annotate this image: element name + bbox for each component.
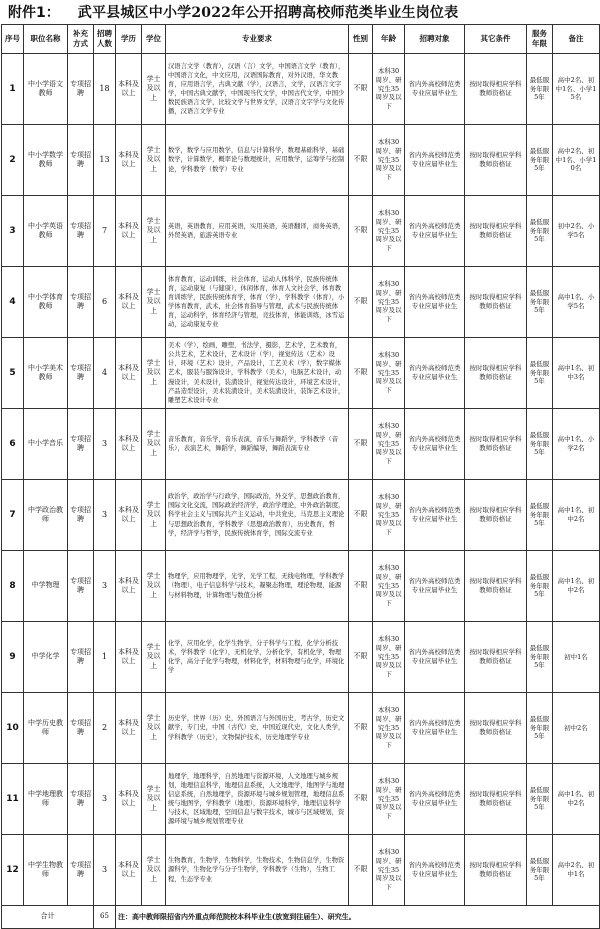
header-note: 备注 xyxy=(553,25,600,54)
age-limit: 本科30周岁、研究生35周岁及以下 xyxy=(373,267,405,338)
service-years: 最低服务年限5年 xyxy=(527,196,553,267)
recruit-target: 省内外高校师范类专业应届毕业生 xyxy=(405,196,465,267)
position-name: 中小学语文教师 xyxy=(24,54,68,125)
header-count: 招聘人数 xyxy=(94,25,116,54)
remark: 高中1名、小学2名 xyxy=(553,409,600,480)
service-years: 最低服务年限5年 xyxy=(527,693,553,764)
recruit-target: 省内外高校师范类专业应届毕业生 xyxy=(405,622,465,693)
table-row xyxy=(2,125,600,196)
position-name: 中小学数学教师 xyxy=(24,125,68,196)
gender: 不限 xyxy=(349,551,373,622)
recruit-target: 省内外高校师范类专业应届毕业生 xyxy=(405,409,465,480)
gender: 不限 xyxy=(349,480,373,551)
position-name: 中学历史教师 xyxy=(24,693,68,764)
recruit-count: 7 xyxy=(94,196,116,267)
other-conditions: 按时取得相应学科教师资格证 xyxy=(465,267,527,338)
recruit-count: 4 xyxy=(94,338,116,409)
degree: 学士及以上 xyxy=(142,125,166,196)
major-requirement: 数学，数学与应用数学，信息与计算科学，数理基础科学，基础数学，计算数学，概率论与数理统计，应用数学，运筹学与控制论，学科教学（数学）专业 xyxy=(166,125,349,196)
gender: 不限 xyxy=(349,764,373,835)
remark: 高中2名、初中1名 xyxy=(553,835,600,906)
gender: 不限 xyxy=(349,338,373,409)
row-no: 5 xyxy=(2,338,24,409)
document-title xyxy=(0,0,600,24)
position-name: 中小学英语教师 xyxy=(24,196,68,267)
degree: 学士及以上 xyxy=(142,835,166,906)
education: 本科及以上 xyxy=(116,835,142,906)
recruit-target: 省内外高校师范类专业应届毕业生 xyxy=(405,551,465,622)
service-years: 最低服务年限5年 xyxy=(527,835,553,906)
degree: 学士及以上 xyxy=(142,338,166,409)
recruit-target: 省内外高校师范类专业应届毕业生 xyxy=(405,480,465,551)
recruit-target: 省内外高校师范类专业应届毕业生 xyxy=(405,54,465,125)
service-years: 最低服务年限5年 xyxy=(527,551,553,622)
table-row xyxy=(2,693,600,764)
header-age: 年龄 xyxy=(373,25,405,54)
row-no: 1 xyxy=(2,54,24,125)
recruit-method: 专项招聘 xyxy=(68,835,94,906)
major-requirement: 美术（学），绘画，雕塑，书法学，摄影，艺术学，艺术教育，公共艺术，艺术设计，艺术设计（学），视觉传达（艺术）设计，环境（艺术）设计，产品设计，工艺美术（学），数字媒体艺术，服装与服饰设计，学科教学（美术），电脑艺术设计，动漫设计，美术设计，装潢设计，视觉传达设计，环境艺术设计，产品造型设计，美术装潢设计，美术装潢设计，装饰艺术设计，雕塑艺术设计专业 xyxy=(166,338,349,409)
position-name: 中小学美术教师 xyxy=(24,338,68,409)
service-years: 最低服务年限5年 xyxy=(527,764,553,835)
recruit-method: 专项招聘 xyxy=(68,267,94,338)
attachment-label: 附件1： xyxy=(8,5,60,21)
major-requirement: 地理学，地理科学，自然地理与资源环境，人文地理与城乡规划，地理信息科学，地理信息系统，人文地理学，地图学与地理信息系统，自然地理学，资源环境与城乡规划管理，地理信息系统与地图学，学科教学（地理），资源环境科学，地理信息科学与技术，区域地理，空间信息与数字技术，城市与区域规划，资源环境与城乡规划管理专业 xyxy=(166,764,349,835)
degree: 学士及以上 xyxy=(142,693,166,764)
recruit-method: 专项招聘 xyxy=(68,409,94,480)
age-limit: 本科30周岁、研究生35周岁及以下 xyxy=(373,54,405,125)
other-conditions: 按时取得相应学科教师资格证 xyxy=(465,480,527,551)
recruit-target: 省内外高校师范类专业应届毕业生 xyxy=(405,835,465,906)
table-row xyxy=(2,196,600,267)
page-title: 武平县城区中小学2022年公开招聘高校师范类毕业生岗位表 xyxy=(77,5,459,21)
remark: 高中2名、初中1名、小学10名 xyxy=(553,125,600,196)
recruit-count: 3 xyxy=(94,835,116,906)
gender: 不限 xyxy=(349,693,373,764)
position-name: 中学地理教师 xyxy=(24,764,68,835)
gender: 不限 xyxy=(349,54,373,125)
recruit-count: 3 xyxy=(94,764,116,835)
degree: 学士及以上 xyxy=(142,409,166,480)
recruit-method: 专项招聘 xyxy=(68,551,94,622)
degree: 学士及以上 xyxy=(142,764,166,835)
recruit-target: 省内外高校师范类专业应届毕业生 xyxy=(405,267,465,338)
position-name: 中小学体育教师 xyxy=(24,267,68,338)
major-requirement: 政治学，政治学与行政学，国际政治，外交学，思想政治教育，国际文化交流，国际政治经济学，政治学理论，中外政治制度，科学社会主义与国际共产主义运动，中共党史，马克思主义理论与思想政治教育，学科教学（思想政治教育），历史教育，哲学，经济学与哲学，民族传统体育学，国际交流专业 xyxy=(166,480,349,551)
major-requirement: 体育教育，运动训练，社会体育，运动人体科学，民族传统体育，运动康复（与健康），休闲体育，体育人文社会学，体育教育训练学，民族传统体育学，体育（学），学科教学（体育），小学体育教育，武术，社会体育指导与管理，武术与民族传统体育，运动科学，体育经济与管理，竞技体育，体能训练，冰雪运动，运动康复专业 xyxy=(166,267,349,338)
recruit-count: 18 xyxy=(94,54,116,125)
other-conditions: 按时取得相应学科教师资格证 xyxy=(465,196,527,267)
header-target: 招聘对象 xyxy=(405,25,465,54)
position-name: 中学政治教师 xyxy=(24,480,68,551)
remark: 高中1名、初中3名 xyxy=(553,338,600,409)
major-requirement: 汉语言文学（教育），汉语（言）文学，中国语言文学（教育），中国语言文化，中文应用，汉语国际教育，对外汉语，华文教育，应用语言学，古典文献（学），汉语言，文学，汉语言文字学，中国古典文献学，中国现当代文学，中国古代文学，中国少数民族语言文学，比较文学与世界文学，汉语言文字学与文化传播，汉语言文学专业 xyxy=(166,54,349,125)
table-row xyxy=(2,480,600,551)
header-other: 其它条件 xyxy=(465,25,527,54)
age-limit: 本科30周岁、研究生35周岁及以下 xyxy=(373,480,405,551)
header-position: 职位名称 xyxy=(24,25,68,54)
table-row xyxy=(2,551,600,622)
age-limit: 本科30周岁、研究生35周岁及以下 xyxy=(373,409,405,480)
total-label: 合计 xyxy=(2,906,94,929)
gender: 不限 xyxy=(349,835,373,906)
education: 本科及以上 xyxy=(116,764,142,835)
gender: 不限 xyxy=(349,267,373,338)
recruit-method: 专项招聘 xyxy=(68,338,94,409)
position-name: 中学生物教师 xyxy=(24,835,68,906)
age-limit: 本科30周岁、研究生35周岁及以下 xyxy=(373,125,405,196)
header-no: 序号 xyxy=(2,25,24,54)
education: 本科及以上 xyxy=(116,125,142,196)
education: 本科及以上 xyxy=(116,267,142,338)
recruit-method: 专项招聘 xyxy=(68,622,94,693)
major-requirement: 音乐教育，音乐学，音乐表演，音乐与舞蹈学，学科教学（音乐），表演艺术，舞蹈学，舞蹈编导，舞蹈表演专业 xyxy=(166,409,349,480)
major-requirement: 生物教育，生物学，生物科学，生物技术，生物信息学，生物资源科学，生物化学与分子生物学，学科教学（生物），生物工程，生态学专业 xyxy=(166,835,349,906)
table-row xyxy=(2,835,600,906)
service-years: 最低服务年限5年 xyxy=(527,267,553,338)
recruit-method: 专项招聘 xyxy=(68,764,94,835)
recruit-count: 1 xyxy=(94,622,116,693)
degree: 学士及以上 xyxy=(142,551,166,622)
table-row xyxy=(2,54,600,125)
total-note: 注：高中教师限招省内外重点师范院校本科毕业生(放宽到往届生）、研究生。 xyxy=(116,906,600,929)
remark: 初中2名、小学5名 xyxy=(553,196,600,267)
header-major: 专业要求 xyxy=(166,25,349,54)
recruit-method: 专项招聘 xyxy=(68,693,94,764)
table-row xyxy=(2,409,600,480)
other-conditions: 按时取得相应学科教师资格证 xyxy=(465,622,527,693)
remark: 高中1名、初中2名 xyxy=(553,480,600,551)
row-no: 10 xyxy=(2,693,24,764)
education: 本科及以上 xyxy=(116,551,142,622)
age-limit: 本科30周岁、研究生35周岁及以下 xyxy=(373,693,405,764)
service-years: 最低服务年限5年 xyxy=(527,125,553,196)
table-row xyxy=(2,267,600,338)
age-limit: 本科30周岁、研究生35周岁及以下 xyxy=(373,338,405,409)
header-degree: 学位 xyxy=(142,25,166,54)
position-name: 中学化学 xyxy=(24,622,68,693)
remark: 高中1名、小学5名 xyxy=(553,267,600,338)
other-conditions: 按时取得相应学科教师资格证 xyxy=(465,551,527,622)
remark: 高中2名、初中1名、小学15名 xyxy=(553,54,600,125)
service-years: 最低服务年限5年 xyxy=(527,480,553,551)
education: 本科及以上 xyxy=(116,693,142,764)
total-row xyxy=(2,906,600,929)
degree: 学士及以上 xyxy=(142,622,166,693)
row-no: 2 xyxy=(2,125,24,196)
age-limit: 本科30周岁、研究生35周岁及以下 xyxy=(373,551,405,622)
education: 本科及以上 xyxy=(116,480,142,551)
table-row xyxy=(2,338,600,409)
education: 本科及以上 xyxy=(116,196,142,267)
header-gender: 性别 xyxy=(349,25,373,54)
other-conditions: 按时取得相应学科教师资格证 xyxy=(465,54,527,125)
service-years: 最低服务年限5年 xyxy=(527,54,553,125)
other-conditions: 按时取得相应学科教师资格证 xyxy=(465,764,527,835)
recruit-method: 专项招聘 xyxy=(68,196,94,267)
position-name: 中学物理 xyxy=(24,551,68,622)
degree: 学士及以上 xyxy=(142,480,166,551)
major-requirement: 历史学，世界（历）史，外国语言与外国历史，考古学，历史文献学，专门史，中国（古代）史，中国近现代史，文化人类学，学科教学（历史），文物保护技术，历史地理学专业 xyxy=(166,693,349,764)
gender: 不限 xyxy=(349,622,373,693)
positions-table xyxy=(1,24,600,929)
age-limit: 本科30周岁、研究生35周岁及以下 xyxy=(373,764,405,835)
remark: 初中1名 xyxy=(553,622,600,693)
degree: 学士及以上 xyxy=(142,196,166,267)
table-row xyxy=(2,764,600,835)
major-requirement: 英语，英语教育，应用英语，实用英语，英语翻译，商务英语，外贸英语，旅游英语专业 xyxy=(166,196,349,267)
degree: 学士及以上 xyxy=(142,267,166,338)
row-no: 7 xyxy=(2,480,24,551)
recruit-count: 13 xyxy=(94,125,116,196)
recruit-target: 省内外高校师范类专业应届毕业生 xyxy=(405,338,465,409)
service-years: 最低服务年限5年 xyxy=(527,409,553,480)
recruit-target: 省内外高校师范类专业应届毕业生 xyxy=(405,764,465,835)
recruit-method: 专项招聘 xyxy=(68,480,94,551)
recruit-method: 专项招聘 xyxy=(68,125,94,196)
recruit-count: 6 xyxy=(94,267,116,338)
education: 本科及以上 xyxy=(116,338,142,409)
row-no: 9 xyxy=(2,622,24,693)
row-no: 3 xyxy=(2,196,24,267)
remark: 高中1名、初中2名 xyxy=(553,764,600,835)
other-conditions: 按时取得相应学科教师资格证 xyxy=(465,125,527,196)
table-row xyxy=(2,622,600,693)
recruit-method: 专项招聘 xyxy=(68,54,94,125)
education: 本科及以上 xyxy=(116,622,142,693)
recruit-target: 省内外高校师范类专业应届毕业生 xyxy=(405,125,465,196)
service-years: 最低服务年限5年 xyxy=(527,338,553,409)
row-no: 12 xyxy=(2,835,24,906)
recruit-count: 3 xyxy=(94,409,116,480)
remark: 高中1名、初中2名 xyxy=(553,551,600,622)
recruit-count: 3 xyxy=(94,551,116,622)
education: 本科及以上 xyxy=(116,409,142,480)
age-limit: 本科30周岁、研究生35周岁及以下 xyxy=(373,835,405,906)
age-limit: 本科30周岁、研究生35周岁及以下 xyxy=(373,196,405,267)
gender: 不限 xyxy=(349,409,373,480)
recruit-count: 2 xyxy=(94,693,116,764)
row-no: 11 xyxy=(2,764,24,835)
degree: 学士及以上 xyxy=(142,54,166,125)
age-limit: 本科30周岁、研究生35周岁及以下 xyxy=(373,622,405,693)
total-count: 65 xyxy=(94,906,116,929)
other-conditions: 按时取得相应学科教师资格证 xyxy=(465,338,527,409)
remark: 初中2名 xyxy=(553,693,600,764)
other-conditions: 按时取得相应学科教师资格证 xyxy=(465,409,527,480)
header-method: 补充方式 xyxy=(68,25,94,54)
gender: 不限 xyxy=(349,196,373,267)
header-service: 服务年限 xyxy=(527,25,553,54)
row-no: 8 xyxy=(2,551,24,622)
row-no: 4 xyxy=(2,267,24,338)
major-requirement: 化学，应用化学，化学生物学，分子科学与工程，化学分析技术，学科教学（化学），无机化学，分析化学，有机化学，物理化学，高分子化学与物理，材料化学，材料物理与化学，环境化学 xyxy=(166,622,349,693)
gender: 不限 xyxy=(349,125,373,196)
table-header-row xyxy=(2,25,600,54)
other-conditions: 按时取得相应学科教师资格证 xyxy=(465,835,527,906)
recruit-count: 3 xyxy=(94,480,116,551)
other-conditions: 按时取得相应学科教师资格证 xyxy=(465,693,527,764)
major-requirement: 物理学，应用物理学，光学，光学工程，无线电物理，学科教学（物理），电子信息科学与技术，凝聚态物理，理论物理，能源与材料物理，计算物理与数值分析 xyxy=(166,551,349,622)
header-edu: 学历 xyxy=(116,25,142,54)
row-no: 6 xyxy=(2,409,24,480)
recruit-target: 省内外高校师范类专业应届毕业生 xyxy=(405,693,465,764)
education: 本科及以上 xyxy=(116,54,142,125)
position-name: 中小学音乐 xyxy=(24,409,68,480)
service-years: 最低服务年限5年 xyxy=(527,622,553,693)
